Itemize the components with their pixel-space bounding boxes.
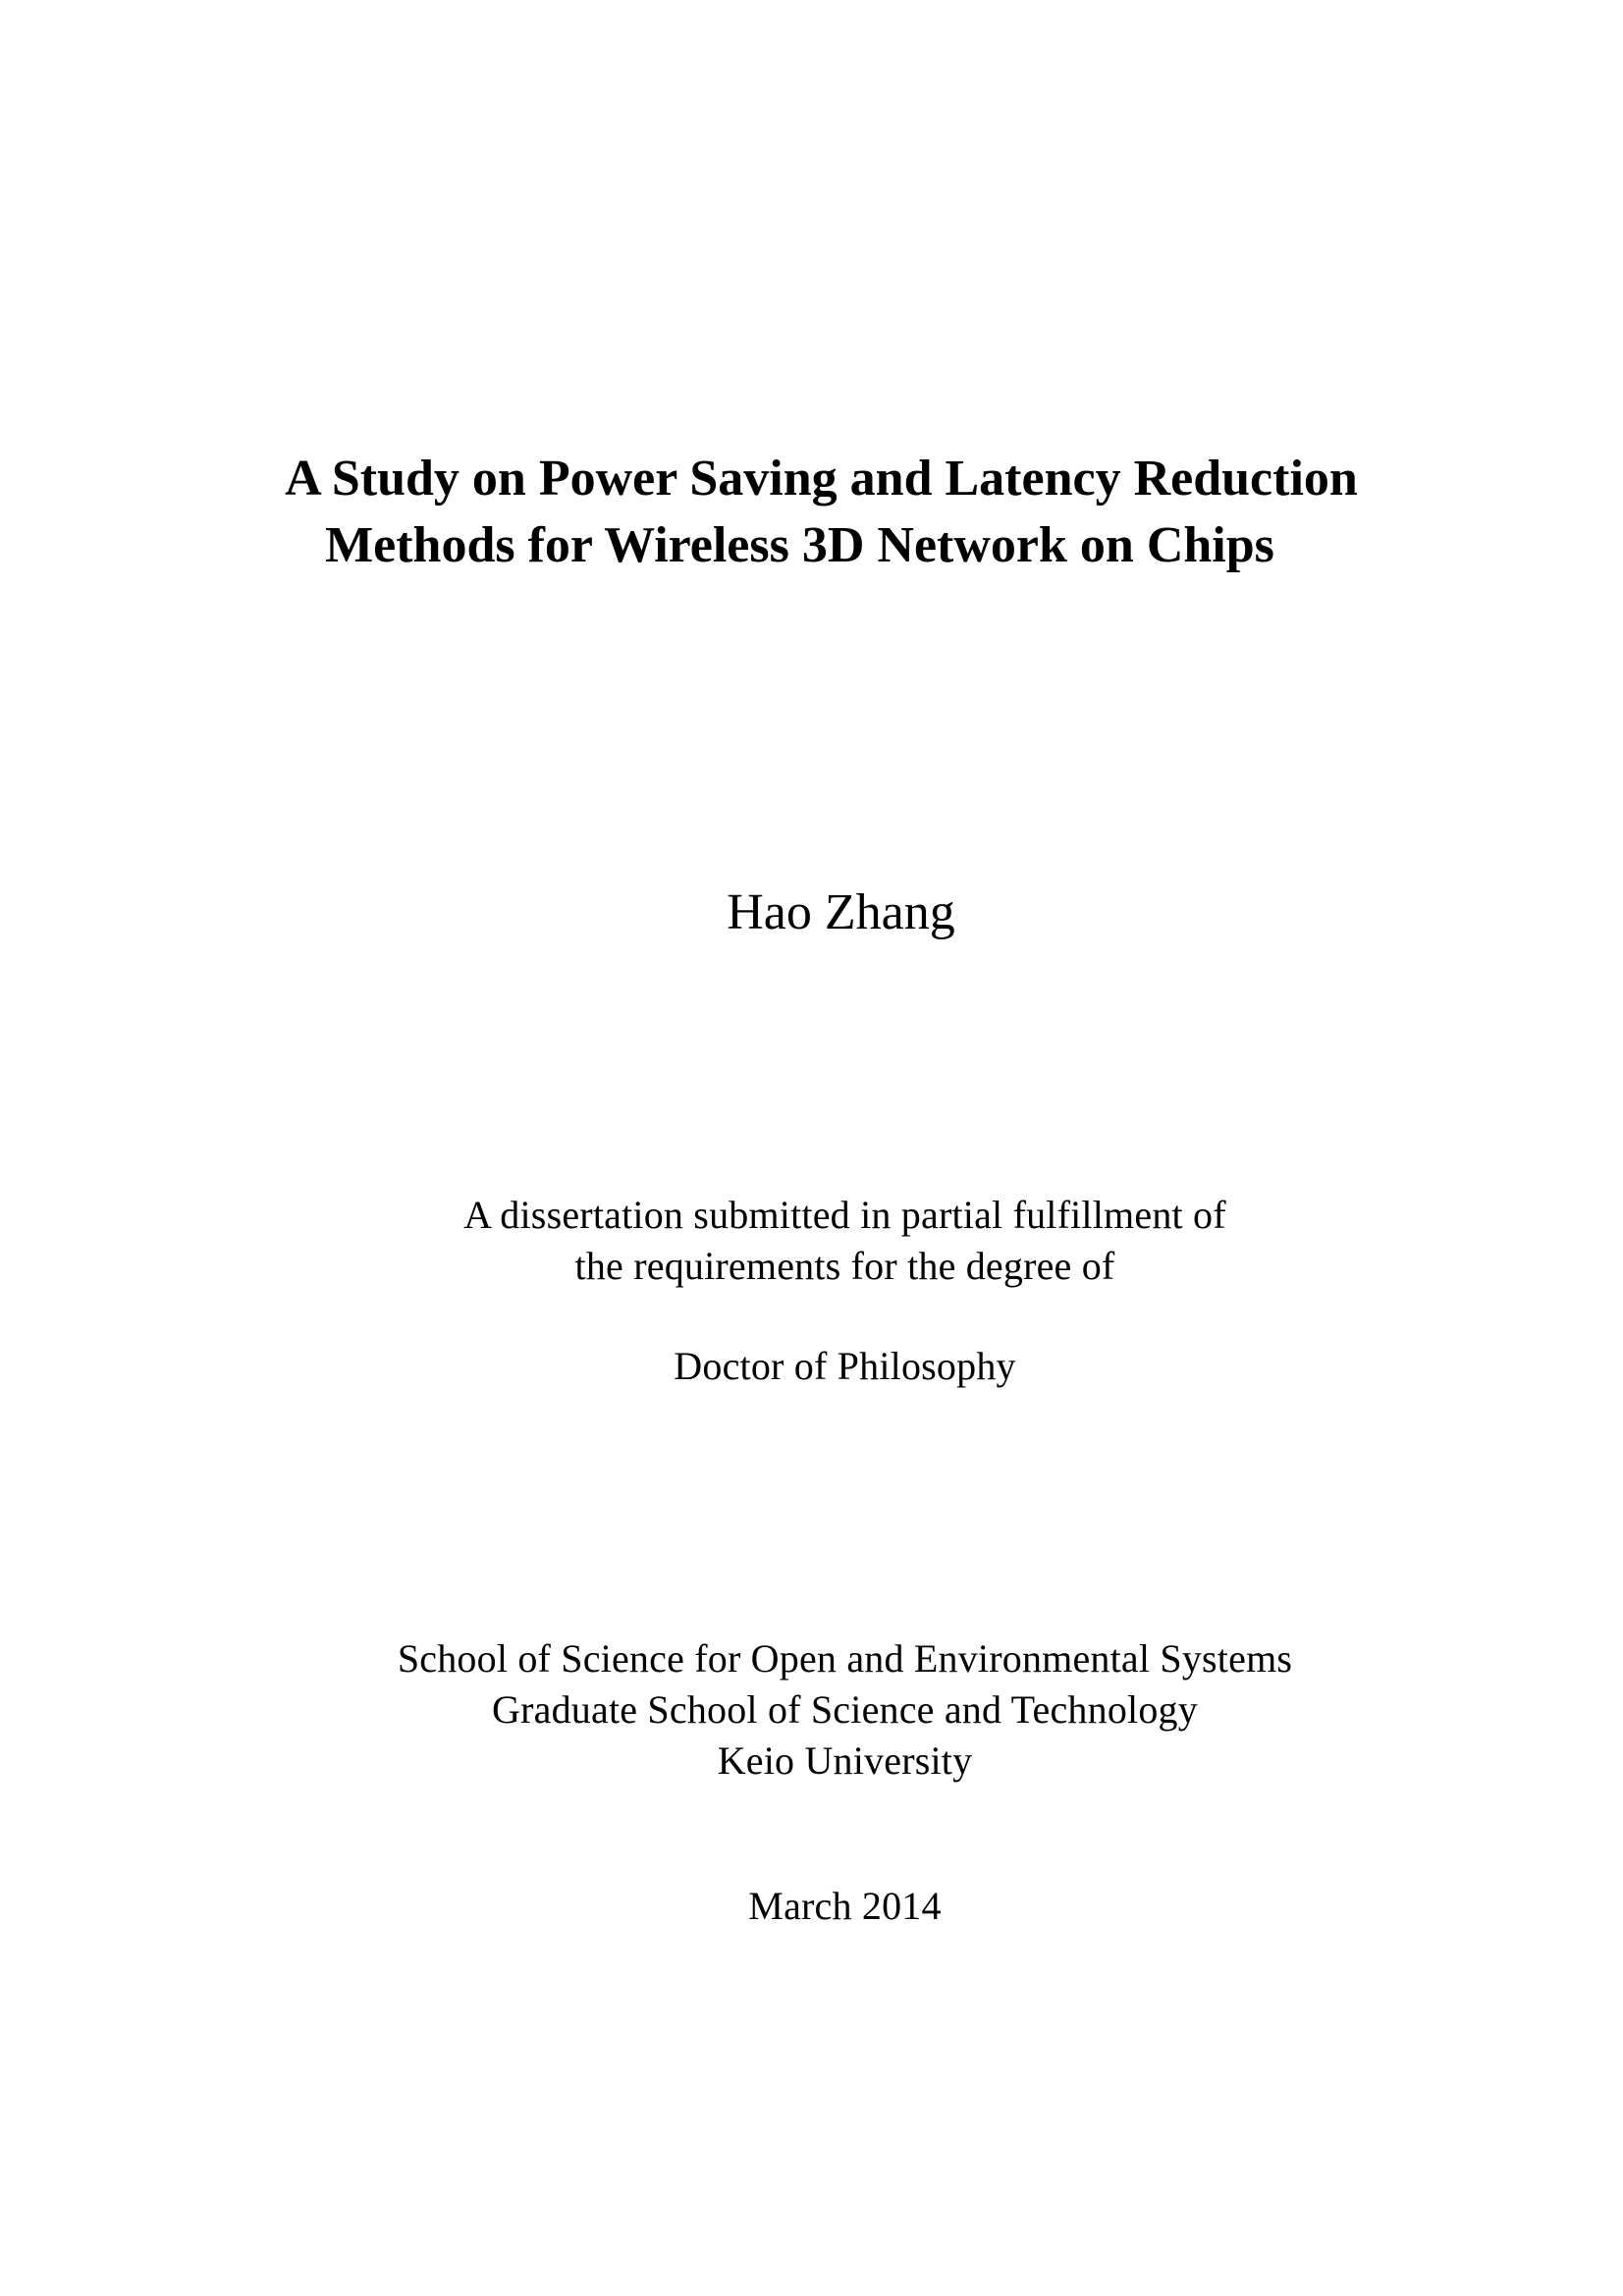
submission-line-2: the requirements for the degree of [574,1244,1115,1288]
title-line-2: Methods for Wireless 3D Network on Chips [325,517,1274,573]
degree-name: Doctor of Philosophy [674,1344,1016,1388]
affiliation-line-3: Keio University [717,1738,973,1783]
affiliation-line-2: Graduate School of Science and Technology [492,1687,1198,1732]
submission-line-1: A dissertation submitted in partial fulfillment of [463,1193,1226,1237]
submission-date: March 2014 [748,1884,942,1928]
affiliation-line-1: School of Science for Open and Environmental Systems [397,1636,1293,1681]
author-name: Hao Zhang [727,884,955,940]
title-line-1: A Study on Power Saving and Latency Reduction [285,451,1358,507]
